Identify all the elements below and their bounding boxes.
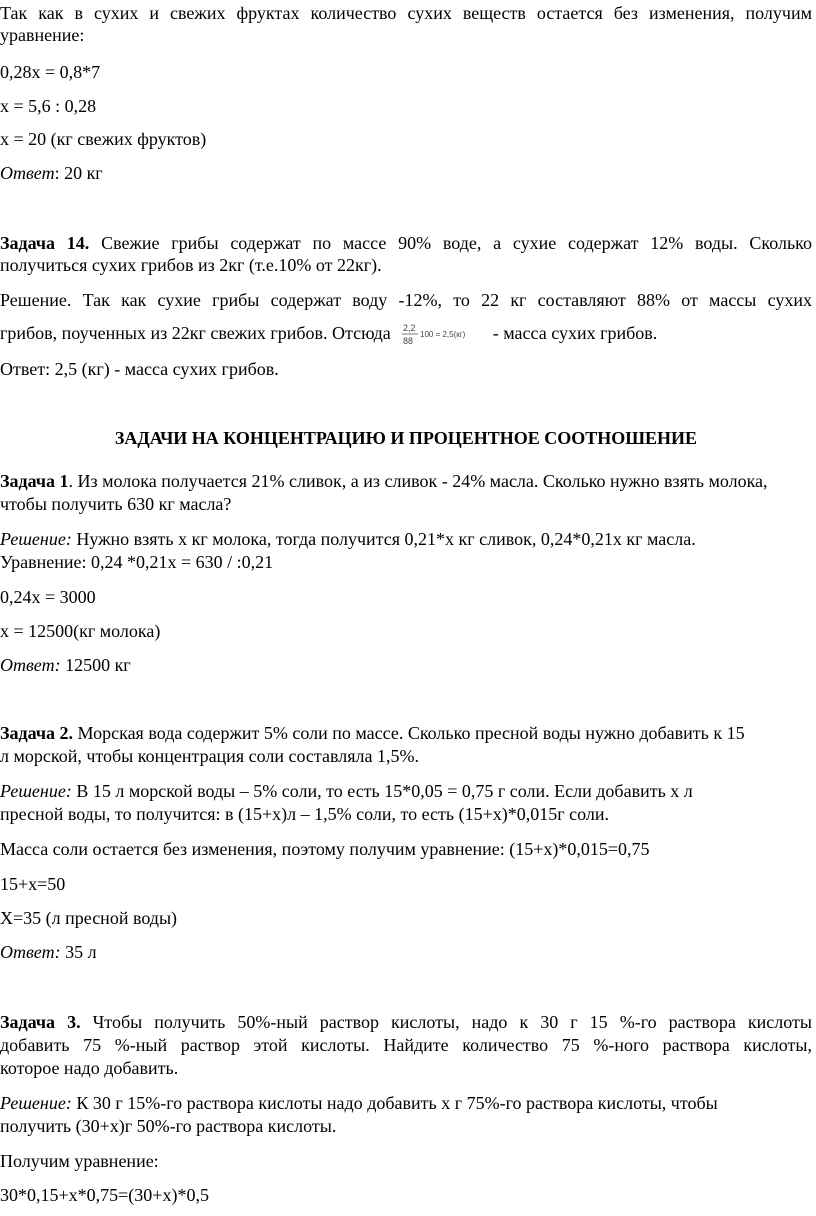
task-14-line: получиться сухих грибов из 2кг (т.е.10% от 22кг). bbox=[0, 255, 382, 275]
task-2-answer bbox=[0, 941, 812, 963]
task-14-text: Свежие грибы содержат по массе 90% воде, а сухие содержат 12% воды. Сколько bbox=[89, 233, 812, 253]
formula-image bbox=[401, 321, 481, 348]
task-1-answer bbox=[0, 654, 812, 676]
task-3-line: добавить 75 %-ный раствор этой кислоты. Найдите количество 75 %-ного раствора кислоты, bbox=[0, 1035, 812, 1055]
task-3-solution-text: К 30 г 15%-го раствора кислоты надо добавить х г 75%-го раствора кислоты, чтобы bbox=[71, 1093, 718, 1113]
equation-line: 0,28х = 0,8*7 bbox=[0, 62, 101, 82]
task-14-line bbox=[0, 232, 812, 254]
solution-label: Решение: bbox=[0, 529, 72, 549]
task-14-solution-line bbox=[0, 318, 812, 348]
task-14-solution-line: Решение. Так как сухие грибы содержат воду -12%, то 22 кг составляют 88% от массы сухих bbox=[0, 290, 812, 310]
task-14-answer: Ответ: 2,5 (кг) - масса сухих грибов. bbox=[0, 359, 279, 379]
equation-line: х = 20 (кг свежих фруктов) bbox=[0, 129, 207, 149]
formula-denominator: 88 bbox=[402, 335, 413, 346]
task-3-label: Задача 3. bbox=[0, 1012, 81, 1032]
task-3-solution-line bbox=[0, 1092, 812, 1114]
section-heading: ЗАДАЧИ НА КОНЦЕНТРАЦИЮ И ПРОЦЕНТНОЕ СООТНОШЕНИЕ bbox=[114, 428, 698, 448]
task-14-solution-text: грибов, поученных из 22кг свежих грибов. Отсюда bbox=[0, 323, 391, 343]
text-line: Так как в сухих и свежих фруктах количество сухих веществ остается без изменения, получим bbox=[0, 3, 812, 23]
equation-line: 15+х=50 bbox=[0, 874, 66, 894]
solution-label: Решение: bbox=[0, 781, 72, 801]
task-1-solution-line bbox=[0, 528, 812, 550]
answer-label: Ответ: bbox=[0, 942, 61, 962]
task-2-solution-line: пресной воды, то получится: в (15+х)л – 1,5% соли, то есть (15+х)*0,015г соли. bbox=[0, 804, 609, 824]
task-3-line: которое надо добавить. bbox=[0, 1058, 179, 1078]
formula-numerator: 2,2 bbox=[402, 322, 416, 333]
task-3-solution-line: Получим уравнение: bbox=[0, 1151, 159, 1171]
task-14-solution-text: - масса сухих грибов. bbox=[492, 323, 658, 343]
task-3-line bbox=[0, 1011, 812, 1033]
task-3-solution-line: получить (30+х)г 50%-го раствора кислоты. bbox=[0, 1116, 337, 1136]
task-14-label: Задача 14. bbox=[0, 233, 90, 253]
task-1-label: Задача 1 bbox=[0, 471, 69, 491]
equation-line: х = 12500(кг молока) bbox=[0, 621, 161, 641]
answer-value: 35 л bbox=[60, 942, 97, 962]
answer-value: : 20 кг bbox=[54, 163, 103, 183]
answer-label: Ответ bbox=[0, 163, 55, 183]
task-1-solution-text: Нужно взять х кг молока, тогда получится 0,21*х кг сливок, 0,24*0,21х кг масла. bbox=[71, 529, 696, 549]
task-2-label: Задача 2. bbox=[0, 723, 74, 743]
task-3-text: Чтобы получить 50%-ный раствор кислоты, надо к 30 г 15 %-го раствора кислоты bbox=[80, 1012, 812, 1032]
equation-line: 0,24х = 3000 bbox=[0, 587, 96, 607]
text-line: уравнение: bbox=[0, 25, 85, 45]
task-2-solution-line: Масса соли остается без изменения, поэтому получим уравнение: (15+х)*0,015=0,75 bbox=[0, 839, 650, 859]
answer-label: Ответ: bbox=[0, 655, 61, 675]
task-1-solution-line: Уравнение: 0,24 *0,21х = 630 / :0,21 bbox=[0, 552, 274, 572]
task-1-text: . Из молока получается 21% сливок, а из сливок - 24% масла. Сколько нужно взять молока, bbox=[68, 471, 768, 491]
equation-line: 30*0,15+х*0,75=(30+х)*0,5 bbox=[0, 1185, 209, 1205]
task-1-line: чтобы получить 630 кг масла? bbox=[0, 494, 232, 514]
task-2-solution-line bbox=[0, 780, 812, 802]
task-1-line bbox=[0, 470, 812, 492]
answer-line bbox=[0, 162, 812, 184]
task-2-line bbox=[0, 722, 812, 744]
equation-line: х = 5,6 : 0,28 bbox=[0, 96, 97, 116]
task-2-solution-text: В 15 л морской воды – 5% соли, то есть 15*0,05 = 0,75 г соли. Если добавить х л bbox=[71, 781, 693, 801]
equation-line: Х=35 (л пресной воды) bbox=[0, 908, 178, 928]
task-2-line: л морской, чтобы концентрация соли составляла 1,5%. bbox=[0, 746, 419, 766]
task-2-text: Морская вода содержит 5% соли по массе. Сколько пресной воды нужно добавить к 15 bbox=[73, 723, 745, 743]
answer-value: 12500 кг bbox=[60, 655, 131, 675]
formula-result: 100 = 2,5(кг) bbox=[419, 329, 466, 339]
solution-label: Решение: bbox=[0, 1093, 72, 1113]
